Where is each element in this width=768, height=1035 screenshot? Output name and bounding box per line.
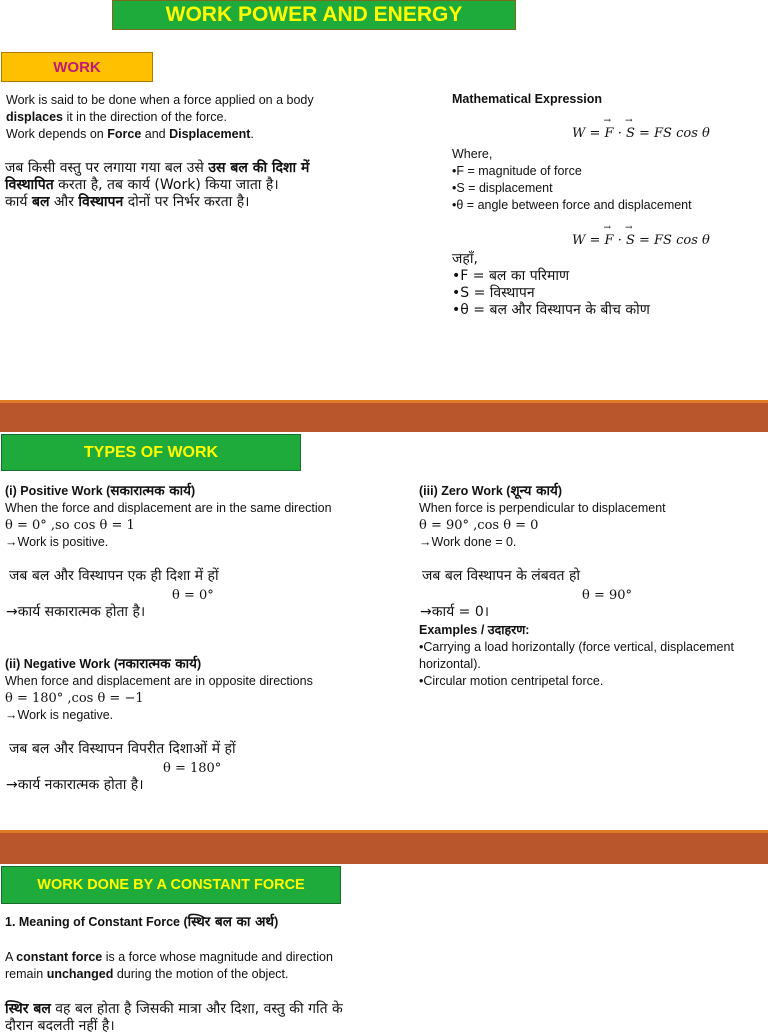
math-where-en: Where, •F = magnitude of force •S = displacement •θ = angle between force and displacement — [452, 147, 692, 212]
work-definition-hi: जब किसी वस्तु पर लगाया गया बल उसे उस बल की दिशा में विस्थापित करता है, तब कार्य (Work) किया जाता है। कार्य बल और विस्थापन दोनों पर निर्भर करता है। — [5, 160, 310, 210]
negative-work-block: (ii) Negative Work (नकारात्मक कार्य) When force and displacement are in opposite directions θ = 180° ,cos θ = −1 →Work is negative. — [5, 656, 313, 722]
page-title: WORK POWER AND ENERGY — [112, 0, 516, 30]
constant-force-heading: 1. Meaning of Constant Force (स्थिर बल का अर्थ) — [5, 914, 279, 930]
zero-work-theta: θ = 90° — [582, 588, 633, 603]
math-heading: Mathematical Expression — [452, 92, 603, 106]
examples-block: Examples / उदाहरण: •Carrying a load horizontally (force vertical, displacement horizontal). •Circular motion centripetal force. — [419, 623, 734, 688]
negative-work-hi-3: →कार्य नकारात्मक होता है। — [6, 777, 144, 793]
section-label-types-of-work: TYPES OF WORK — [1, 434, 301, 471]
equation-1: W = → F · → S = FS cos θ — [572, 126, 710, 141]
negative-work-hi-1: जब बल और विस्थापन विपरीत दिशाओं में हों — [9, 741, 236, 757]
equation-2: W = → F · → S = FS cos θ — [572, 233, 710, 248]
math-where-hi: जहाँ, •F = बल का परिमाण •S = विस्थापन •θ = बल और विस्थापन के बीच कोण — [452, 251, 650, 318]
zero-work-hi-3: →कार्य = 0। — [420, 604, 490, 620]
positive-work-hi-1: जब बल और विस्थापन एक ही दिशा में हों — [9, 568, 219, 584]
constant-force-definition-en: A constant force is a force whose magnitude and direction remain unchanged during the motion of the object. — [5, 950, 333, 981]
positive-work-theta: θ = 0° — [172, 588, 214, 603]
positive-work-hi-3: →कार्य सकारात्मक होता है। — [6, 604, 146, 620]
zero-work-hi-1: जब बल विस्थापन के लंबवत हो — [422, 568, 581, 584]
section-label-work: WORK — [1, 52, 153, 82]
section-divider-band — [0, 830, 768, 864]
negative-work-theta: θ = 180° — [163, 761, 222, 776]
section-label-constant-force: WORK DONE BY A CONSTANT FORCE — [1, 866, 341, 904]
section-divider-band — [0, 400, 768, 432]
zero-work-block: (iii) Zero Work (शून्य कार्य) When force is perpendicular to displacement θ = 90° ,cos θ = 0 →Work done = 0. — [419, 483, 666, 549]
work-definition-en: Work is said to be done when a force applied on a body displaces it in the direction of the force. Work depends on Force and Displacement. — [6, 93, 314, 141]
positive-work-block: (i) Positive Work (सकारात्मक कार्य) When the force and displacement are in the same direction θ = 0° ,so cos θ = 1 →Work is positive. — [5, 483, 332, 549]
constant-force-definition-hi: स्थिर बल वह बल होता है जिसकी मात्रा और दिशा, वस्तु की गति के दौरान बदलती नहीं है। — [5, 1001, 343, 1034]
